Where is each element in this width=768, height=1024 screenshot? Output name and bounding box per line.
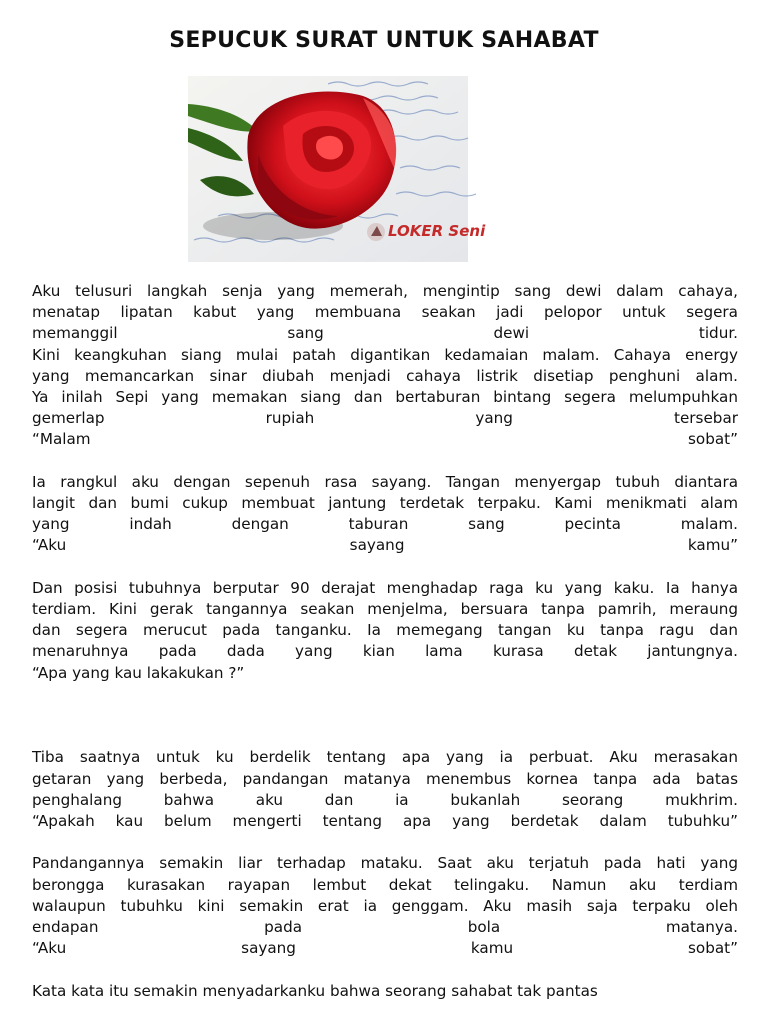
text-line: penghalang bahwa aku dan ia bukanlah seorang mukhrim. <box>32 790 738 809</box>
text-line: berongga kurasakan rayapan lembut dekat telingaku. Namun aku terdiam <box>32 875 738 894</box>
text-line: “Aku sayang kamu” <box>32 536 738 555</box>
text-line: menatap lipatan kabut yang membuana seakan jadi pelopor untuk segera <box>32 303 738 322</box>
text-line: “Apa yang kau lakakukan ?” <box>32 663 245 682</box>
text-line: getaran yang berbeda, pandangan matanya menembus kornea tanpa ada batas <box>32 769 738 788</box>
text-line: yang indah dengan taburan sang pecinta malam. <box>32 515 738 534</box>
text-line: yang memancarkan sinar diubah menjadi cahaya listrik disetiap penghuni alam. <box>32 366 738 385</box>
text-line: “Apakah kau belum mengerti tentang apa yang berdetak dalam tubuhku” <box>32 812 738 831</box>
watermark-text: LOKER Seni <box>388 222 486 240</box>
text-line: Tiba saatnya untuk ku berdelik tentang apa yang ia perbuat. Aku merasakan <box>32 748 738 767</box>
rose-illustration <box>188 76 486 262</box>
text-line: “Aku sayang kamu sobat” <box>32 939 738 958</box>
paragraph <box>32 281 738 451</box>
text-line: dan segera merucut pada tanganku. Ia memegang tangan ku tanpa ragu dan <box>32 621 738 640</box>
text-line: Aku telusuri langkah senja yang memerah, mengintip sang dewi dalam cahaya, <box>32 282 738 300</box>
rose-letter-photo <box>188 76 486 262</box>
text-line: endapan pada bola matanya. <box>32 918 738 937</box>
document-title: SEPUCUK SURAT UNTUK SAHABAT <box>169 28 599 53</box>
text-line: menaruhnya pada dada yang kian lama kurasa detak jantungnya. <box>32 642 738 661</box>
text-line: terdiam. Kini gerak tangannya seakan menjelma, bersuara tanpa pamrih, meraung <box>32 600 738 619</box>
paragraph <box>32 578 738 684</box>
paragraph <box>32 472 738 557</box>
text-line: memanggil sang dewi tidur. <box>32 324 738 343</box>
text-line: Dan posisi tubuhnya berputar 90 derajat menghadap raga ku yang kaku. Ia hanya <box>32 578 738 597</box>
letter-body <box>32 281 738 1023</box>
text-line: “Malam sobat” <box>32 430 738 449</box>
paragraph <box>32 853 738 959</box>
text-line: Ya inilah Sepi yang memakan siang dan bertaburan bintang segera melumpuhkan <box>32 388 738 407</box>
text-line: Pandangannya semakin liar terhadap mataku. Saat aku terjatuh pada hati yang <box>32 854 738 873</box>
text-line: Kini keangkuhan siang mulai patah digantikan kedamaian malam. Cahaya energy <box>32 345 738 364</box>
text-line: Ia rangkul aku dengan sepenuh rasa sayang. Tangan menyergap tubuh diantara <box>32 472 738 491</box>
text-line: walaupun tubuhku kini semakin erat ia genggam. Aku masih saja terpaku oleh <box>32 896 738 915</box>
text-line: langit dan bumi cukup membuat jantung terdetak terpaku. Kami menikmati alam <box>32 494 738 513</box>
text-line: gemerlap rupiah yang tersebar <box>32 409 738 428</box>
paragraph <box>32 747 738 832</box>
text-line: Kata kata itu semakin menyadarkanku bahwa seorang sahabat tak pantas <box>32 981 598 1000</box>
paragraph <box>32 981 738 1002</box>
